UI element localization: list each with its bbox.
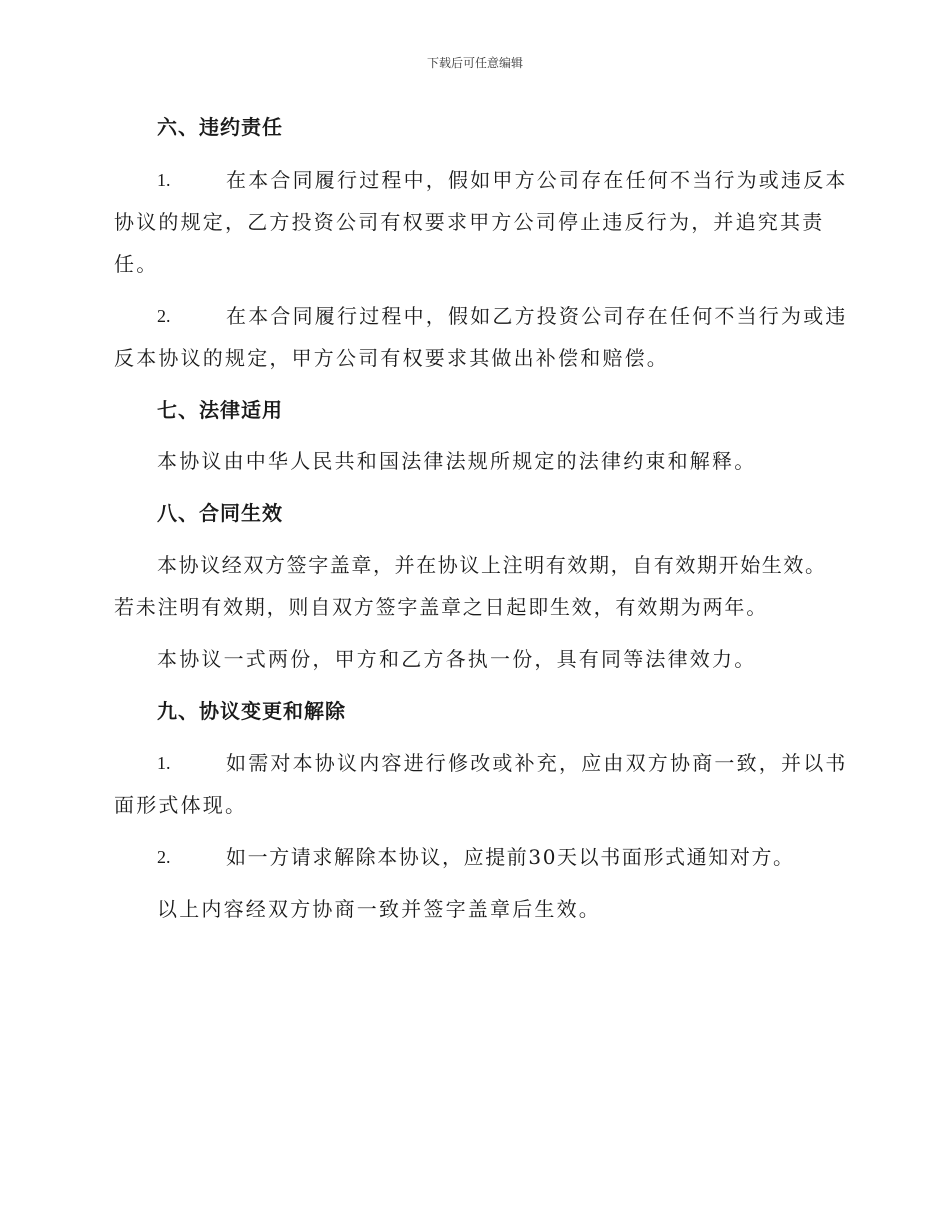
- section-heading-breach: 六、违约责任: [157, 115, 283, 139]
- paragraph-line: 反本协议的规定，甲方公司有权要求其做出补偿和赔偿。: [114, 346, 669, 370]
- list-number: 2.: [157, 847, 171, 867]
- paragraph-line: 本协议由中华人民共和国法律法规所规定的法律约束和解释。: [157, 449, 757, 473]
- section-heading-change: 九、协议变更和解除: [157, 699, 346, 723]
- closing-paragraph: 以上内容经双方协商一致并签字盖章后生效。: [157, 897, 601, 921]
- paragraph-line: 本协议经双方签字盖章，并在协议上注明有效期，自有效期开始生效。: [157, 553, 827, 577]
- paragraph-line: 若未注明有效期，则自双方签字盖章之日起即生效，有效期为两年。: [114, 595, 768, 619]
- list-number: 1.: [157, 753, 171, 773]
- paragraph-line: 在本合同履行过程中，假如甲方公司存在任何不当行为或违反本: [226, 168, 848, 192]
- paragraph-line: 在本合同履行过程中，假如乙方投资公司存在任何不当行为或违: [226, 304, 848, 328]
- paragraph-line: 如需对本协议内容进行修改或补充，应由双方协商一致，并以书: [226, 751, 848, 775]
- section-heading-law: 七、法律适用: [157, 398, 283, 422]
- paragraph-line: 协议的规定，乙方投资公司有权要求甲方公司停止违反行为，并追究其责: [114, 210, 825, 234]
- paragraph-line: 如一方请求解除本协议，应提前30天以书面形式通知对方。: [226, 845, 795, 869]
- list-number: 1.: [157, 170, 171, 190]
- list-number: 2.: [157, 306, 171, 326]
- paragraph-line: 本协议一式两份，甲方和乙方各执一份，具有同等法律效力。: [157, 647, 757, 671]
- section-heading-effect: 八、合同生效: [157, 501, 283, 525]
- paragraph-line: 面形式体现。: [114, 793, 248, 817]
- page-header: 下载后可任意编辑: [426, 56, 523, 70]
- paragraph-line: 任。: [114, 252, 159, 276]
